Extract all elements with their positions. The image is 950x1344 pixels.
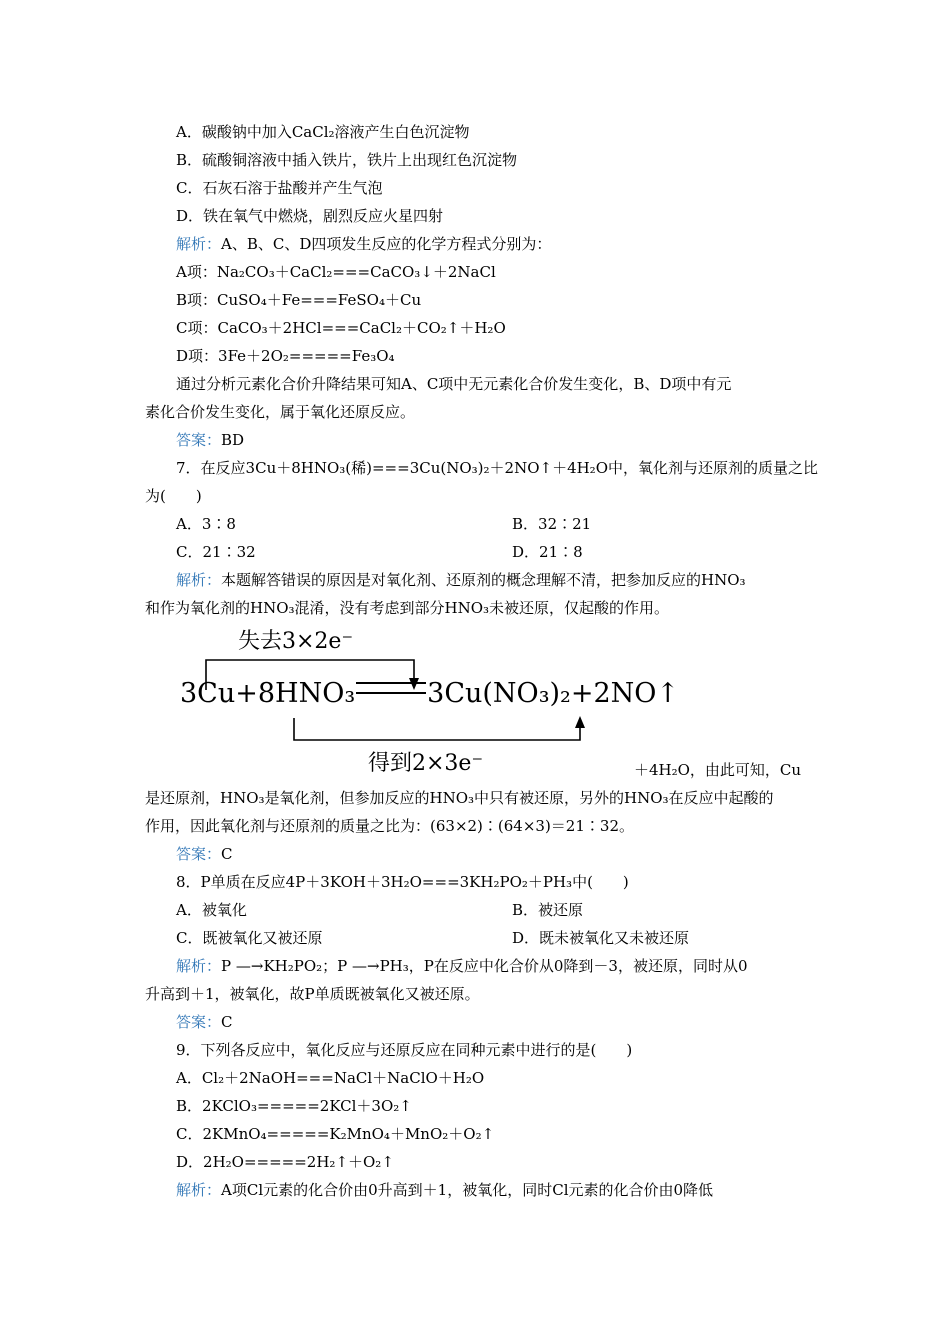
question-7-stem: 7．在反应3Cu＋8HNO₃(稀)===3Cu(NO₃)₂＋2NO↑＋4H₂O中，氧化剂与还原剂的质量之比: [176, 459, 818, 477]
analysis-label: 解析：: [176, 957, 222, 975]
answer-7: [176, 844, 233, 864]
analysis-9-line-1: [176, 1180, 713, 1200]
analysis-9-text-1: A项Cl元素的化合价由0升高到＋1，被氧化，同时Cl元素的化合价由0降低: [221, 1181, 714, 1199]
analysis-6-summary-1: 通过分析元素化合价升降结果可知A、C项中无元素化合价发生变化，B、D项中有元: [176, 375, 732, 393]
option-8b: B．被还原: [512, 901, 584, 919]
option-7a: A．3∶8: [176, 515, 236, 533]
option-7c: C．21∶32: [176, 543, 256, 561]
answer-6-value: BD: [221, 431, 245, 449]
gained-electrons-label: 得到2×3e⁻: [368, 751, 484, 776]
equation-left: 3Cu+8HNO₃: [180, 678, 356, 709]
redox-equation: [180, 678, 679, 709]
answer-6: [176, 430, 244, 450]
gained-electron-bracket: [294, 718, 580, 740]
analysis-6-summary-2: 素化合价发生变化，属于氧化还原反应。: [145, 403, 416, 421]
question-7-stem-2: 为( ): [145, 487, 202, 505]
option-8c: C．既被氧化又被还原: [176, 929, 323, 947]
option-9a: A．Cl₂＋2NaOH===NaCl＋NaClO＋H₂O: [176, 1069, 485, 1087]
analysis-7-line-4: 是还原剂，HNO₃是氧化剂，但参加反应的HNO₃中只有被还原，另外的HNO₃在反应中起酸的: [145, 789, 774, 807]
analysis-8-line-1: [176, 956, 748, 976]
option-6d: D．铁在氧气中燃烧，剧烈反应火星四射: [176, 207, 444, 225]
option-9d: D．2H₂O=====2H₂↑＋O₂↑: [176, 1153, 394, 1171]
electron-transfer-diagram: [178, 620, 680, 778]
option-9c: C．2KMnO₄=====K₂MnO₄＋MnO₂＋O₂↑: [176, 1125, 495, 1143]
answer-8: [176, 1012, 233, 1032]
analysis-label: 解析：: [176, 571, 222, 589]
answer-label: 答案：: [176, 845, 222, 863]
option-7d: D．21∶8: [512, 543, 583, 561]
question-8-stem: 8．P单质在反应4P＋3KOH＋3H₂O===3KH₂PO₂＋PH₃中( ): [176, 873, 629, 891]
analysis-7-text-1: 本题解答错误的原因是对氧化剂、还原剂的概念理解不清，把参加反应的HNO₃: [221, 571, 746, 589]
analysis-6-intro: [176, 234, 551, 254]
analysis-7-line-3: ＋4H₂O，由此可知，Cu: [634, 761, 802, 779]
analysis-7-line-2: 和作为氧化剂的HNO₃混淆，没有考虑到部分HNO₃未被还原，仅起酸的作用。: [145, 599, 670, 617]
analysis-label: 解析：: [176, 1181, 222, 1199]
option-6b: B．硫酸铜溶液中插入铁片，铁片上出现红色沉淀物: [176, 151, 518, 169]
analysis-8-text-1: P —→KH₂PO₂；P —→PH₃，P在反应中化合价从0降到－3，被还原，同时从0: [221, 957, 748, 975]
option-8d: D．既未被氧化又未被还原: [512, 929, 690, 947]
answer-7-value: C: [221, 845, 233, 863]
equation-right: 3Cu(NO₃)₂+2NO↑: [427, 678, 680, 709]
lost-electrons-label: 失去3×2e⁻: [238, 629, 354, 654]
option-7b: B．32∶21: [512, 515, 592, 533]
equation-6c: C项：CaCO₃＋2HCl===CaCl₂＋CO₂↑＋H₂O: [176, 319, 506, 337]
option-6c: C．石灰石溶于盐酸并产生气泡: [176, 179, 383, 197]
gained-arrowhead: [575, 716, 585, 728]
analysis-8-line-2: 升高到＋1，被氧化，故P单质既被氧化又被还原。: [145, 985, 480, 1003]
equation-6d: D项：3Fe＋2O₂=====Fe₃O₄: [176, 347, 395, 365]
answer-label: 答案：: [176, 1013, 222, 1031]
question-9-stem: 9．下列各反应中，氧化反应与还原反应在同种元素中进行的是( ): [176, 1041, 633, 1059]
analysis-7-line-1: [176, 570, 746, 590]
option-9b: B．2KClO₃=====2KCl＋3O₂↑: [176, 1097, 412, 1115]
equals-sign: [356, 682, 426, 694]
analysis-label: 解析：: [176, 235, 222, 253]
analysis-6-intro-text: A、B、C、D四项发生反应的化学方程式分别为：: [221, 235, 552, 253]
analysis-7-line-5: 作用，因此氧化剂与还原剂的质量之比为：(63×2)∶(64×3)＝21∶32。: [145, 817, 634, 835]
equation-6a: A项：Na₂CO₃＋CaCl₂===CaCO₃↓＋2NaCl: [176, 263, 496, 281]
option-6a: A．碳酸钠中加入CaCl₂溶液产生白色沉淀物: [176, 123, 470, 141]
equation-6b: B项：CuSO₄＋Fe===FeSO₄＋Cu: [176, 291, 422, 309]
answer-8-value: C: [221, 1013, 233, 1031]
answer-label: 答案：: [176, 431, 222, 449]
option-8a: A．被氧化: [176, 901, 247, 919]
